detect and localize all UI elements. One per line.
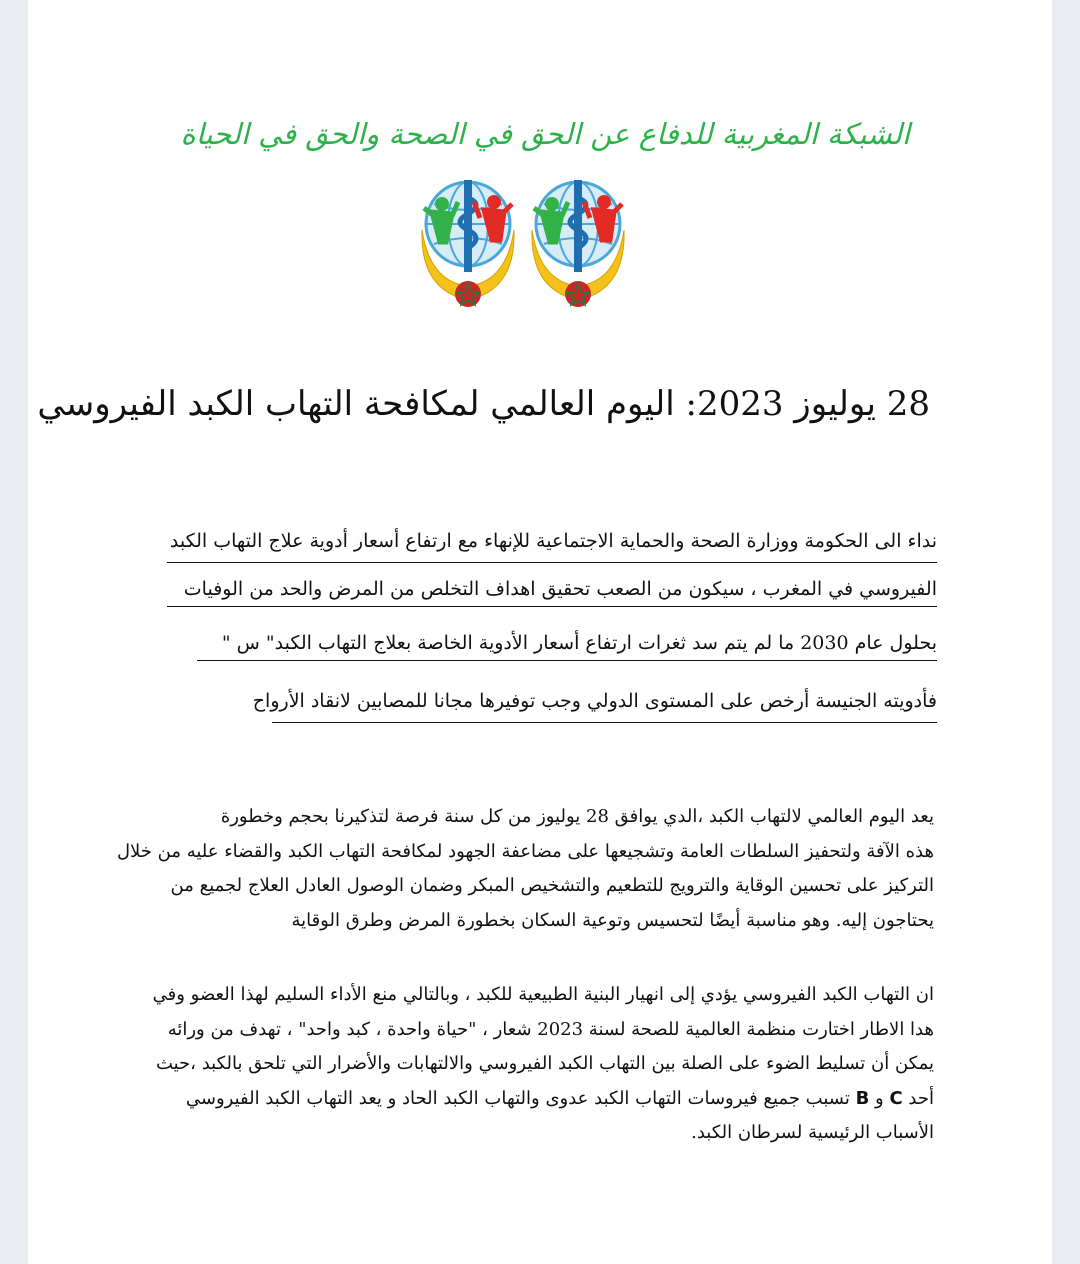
paragraph-text: تسبب جميع فيروسات التهاب الكبد عدوى والتهاب الكبد الحاد و يعد التهاب الكبد الفيروسي <box>185 1087 850 1109</box>
paragraph-line: الأسباب الرئيسية لسرطان الكبد. <box>691 1122 934 1143</box>
paragraph-line: التركيز على تحسين الوقاية والترويج للتطعيم والتشخيص المبكر وضمان الوصول العادل العلاج لجميع من <box>170 875 934 896</box>
paragraph-line: يحتاجون إليه. وهو مناسبة أيضًا لتحسيس وتوعية السكان بخطورة المرض وطرق الوقاية <box>291 909 934 931</box>
paragraph-line: هذه الآفة ولتحفيز السلطات العامة وتشجيعها على مضاعفة الجهود لمكافحة التهاب الكبد والقضاء عليه من خلال <box>116 840 934 862</box>
underline <box>197 660 937 661</box>
underline <box>167 606 937 607</box>
organization-name: الشبكة المغربية للدفاع عن الحق في الصحة والحق في الحياة <box>180 117 910 151</box>
paragraph-line: أحد C و B تسبب جميع فيروسات التهاب الكبد عدوى والتهاب الكبد الحاد و يعد التهاب الكبد الفيروسي <box>185 1087 934 1109</box>
call-line-4: فأدويته الجنيسة أرخص على المستوى الدولي وجب توفيرها مجانا للمصابين لانقاد الأرواح <box>252 690 937 712</box>
moroccan-health-network-logo-icon <box>412 172 524 312</box>
logo-group <box>412 172 642 312</box>
hepatitis-b-letter: B <box>855 1087 870 1109</box>
paragraph-line: هدا الاطار اختارت منظمة العالمية للصحة لسنة 2023 شعار ، "حياة واحدة ، كبد واحد" ، تهدف من ورائه <box>167 1018 934 1040</box>
call-line-2: الفيروسي في المغرب ، سيكون من الصعب تحقيق اهداف التخلص من المرض والحد من الوفيات <box>183 578 937 600</box>
underline <box>167 562 937 563</box>
paragraph-2 <box>144 978 934 1151</box>
hepatitis-c-letter: C <box>889 1087 903 1109</box>
paragraph-line: يعد اليوم العالمي لالتهاب الكبد ،الدي يوافق 28 يوليوز من كل سنة فرصة لتذكيرنا بحجم وخطورة <box>220 806 934 827</box>
document-title: 28 يوليوز 2023: اليوم العالمي لمكافحة التهاب الكبد الفيروسي <box>37 384 930 424</box>
document-page <box>28 0 1052 1264</box>
moroccan-health-network-logo-icon <box>522 172 634 312</box>
underline <box>272 722 937 723</box>
call-line-1: نداء الى الحكومة ووزارة الصحة والحماية الاجتماعية للإنهاء مع ارتفاع أسعار أدوية علاج التهاب الكبد <box>169 530 937 552</box>
paragraph-word: أحد <box>908 1087 934 1109</box>
call-line-3: بحلول عام 2030 ما لم يتم سد ثغرات ارتفاع أسعار الأدوية الخاصة بعلاج التهاب الكبد" س " <box>221 632 937 654</box>
paragraph-line: ان التهاب الكبد الفيروسي يؤدي إلى انهيار البنية الطبيعية للكبد ، وبالتالي منع الأداء السليم لهذا العضو وفي <box>152 984 934 1005</box>
paragraph-1 <box>116 800 934 938</box>
paragraph-line: يمكن أن تسليط الضوء على الصلة بين التهاب الكبد الفيروسي والالتهابات والأضرار التي تلحق بالكبد ،حيث <box>155 1053 934 1074</box>
